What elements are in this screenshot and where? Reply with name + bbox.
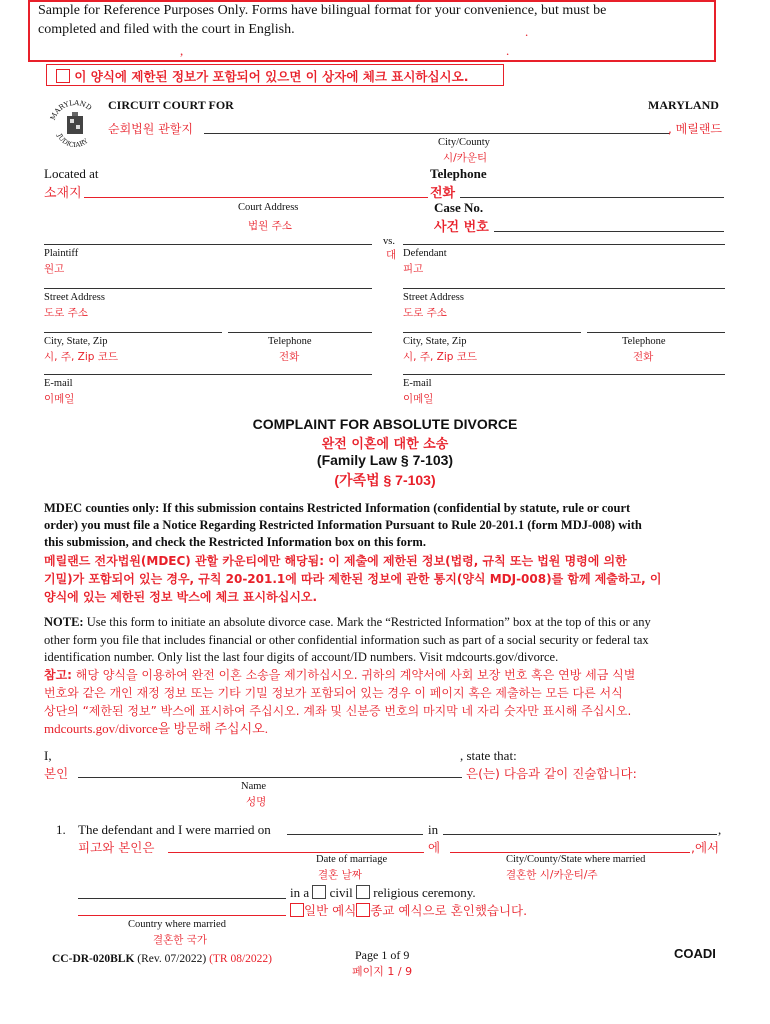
date-of-marriage-label-ko: 결혼 날짜 xyxy=(318,869,362,881)
telephone-label: Telephone xyxy=(430,166,487,181)
country-married-field[interactable] xyxy=(78,898,286,899)
defendant-city-label: City, State, Zip xyxy=(403,336,467,347)
in-a-label: in a xyxy=(290,885,310,900)
religious-label-ko: 종교 예식으로 혼인했습니다. xyxy=(370,903,528,918)
reference-banner xyxy=(28,0,716,62)
country-married-label-ko: 결혼한 국가 xyxy=(153,934,208,946)
plaintiff-city-label: City, State, Zip xyxy=(44,336,108,347)
note-en-3: identification number. Only list the last four digits of account/ID numbers. Visit mdcourts.gov/divorce. xyxy=(44,650,559,664)
name-label-ko: 성명 xyxy=(246,796,267,808)
state-that-label: , state that: xyxy=(460,748,517,763)
plaintiff-name-field[interactable] xyxy=(44,244,372,245)
form-id-line xyxy=(52,953,272,965)
plaintiff-email-field[interactable] xyxy=(44,374,372,375)
religious-checkbox-ko[interactable] xyxy=(356,903,370,917)
restricted-info-checkbox[interactable] xyxy=(56,69,70,83)
religious-label: religious ceremony. xyxy=(373,885,476,900)
plaintiff-street-label: Street Address xyxy=(44,292,105,303)
complainant-name-field[interactable] xyxy=(78,777,462,778)
mdec-en-3: this submission, and check the Restricted Information box on this form. xyxy=(44,535,426,549)
svg-text:JUDICIARY xyxy=(55,132,90,150)
mdec-en-2: order) you must file a Notice Regarding Restricted Information Pursuant to Rule 20-201.1 (form MDJ-008) with xyxy=(44,518,642,532)
item-1-comma: , xyxy=(718,822,722,837)
court-telephone-field[interactable] xyxy=(460,197,724,198)
defendant-email-label-ko: 이메일 xyxy=(403,393,434,405)
note-ko-1 xyxy=(44,666,635,683)
note-en-2: other form you file that includes financial or other confidential information such as part of a social security or federal tax xyxy=(44,633,649,647)
defendant-city-label-ko: 시, 주, Zip 코드 xyxy=(403,351,478,363)
seal-top-text: MARYLAND xyxy=(48,98,94,122)
plaintiff-email-label-ko: 이메일 xyxy=(44,393,75,405)
defendant-telephone-label: Telephone xyxy=(622,336,666,347)
note-ko-3: 상단의 “제한된 정보” 박스에 표시하여 주십시오. 계좌 및 신분증 번호의 마지막 네 자리 숫자만 표시해 주십시오. xyxy=(44,704,632,718)
note-ko-2: 번호와 같은 개인 재정 정보 또는 기타 기밀 정보가 포함되어 있는 경우 이 페이지 혹은 제출하는 모든 다른 서식 xyxy=(44,686,623,700)
name-label: Name xyxy=(241,781,267,792)
coadi-label: COADI xyxy=(674,946,716,961)
defendant-street-label-ko: 도로 주소 xyxy=(403,307,447,319)
plaintiff-telephone-label: Telephone xyxy=(268,336,312,347)
court-address-label-ko: 법원 주소 xyxy=(248,220,292,232)
banner-line-1: Sample for Reference Purposes Only. Forms have bilingual format for your convenience, but must be xyxy=(38,3,607,18)
item-1-text-ko: 피고와 본인은 xyxy=(78,840,155,855)
seal-bottom-text: JUDICIARY xyxy=(55,132,90,150)
located-at-label: Located at xyxy=(44,166,99,181)
note-ko-1-text: 해당 양식을 이용하여 완전 이혼 소송을 제기하십시오. 귀하의 계약서에 사회 보장 번호 혹은 연방 세금 식별 xyxy=(71,668,636,682)
plaintiff-city-label-ko: 시, 주, Zip 코드 xyxy=(44,351,119,363)
city-county-label: City/County xyxy=(438,137,490,148)
religious-checkbox[interactable] xyxy=(356,885,370,899)
case-number-field[interactable] xyxy=(494,231,724,232)
mdec-ko-3: 양식에 있는 제한된 정보 박스에 체크 표시하십시오. xyxy=(44,590,318,604)
note-label-ko: 참고: xyxy=(44,668,72,682)
defendant-email-label: E-mail xyxy=(403,378,432,389)
civil-checkbox[interactable] xyxy=(312,885,326,899)
place-married-label: City/County/State where married xyxy=(506,854,646,865)
note-ko-4: mdcourts.gov/divorce을 방문해 주십시오. xyxy=(44,721,268,736)
form-law-ref: (Family Law § 7-103) xyxy=(316,452,454,468)
item-1-in-ko: 에 xyxy=(428,840,441,855)
defendant-street-label: Street Address xyxy=(403,292,464,303)
plaintiff-label: Plaintiff xyxy=(44,248,79,259)
mdec-en-1: MDEC counties only: If this submission contains Restricted Information (confidential by statute, rule or court xyxy=(44,501,631,515)
note-en-1-text: Use this form to initiate an absolute divorce case. Mark the “Restricted Information” box at the top of this or any xyxy=(83,615,651,629)
case-no-label: Case No. xyxy=(434,200,484,215)
defendant-telephone-field[interactable] xyxy=(587,332,725,333)
note-en-1 xyxy=(44,615,651,630)
case-no-label-ko: 사건 번호 xyxy=(434,220,489,235)
defendant-email-field[interactable] xyxy=(403,374,725,375)
vs-label: vs. xyxy=(383,236,395,247)
ceremony-row xyxy=(290,885,476,901)
place-married-label-ko: 결혼한 시/카운티/주 xyxy=(506,869,598,881)
item-1-number: 1. xyxy=(56,822,66,837)
note-label: NOTE: xyxy=(44,615,84,629)
plaintiff-label-ko: 원고 xyxy=(44,263,65,275)
defendant-label: Defendant xyxy=(403,248,447,259)
banner-line-2: completed and filed with the court in English. xyxy=(38,22,295,37)
plaintiff-telephone-field[interactable] xyxy=(228,332,372,333)
state-that-label-ko: 은(는) 다음과 같이 진술합니다: xyxy=(466,766,637,781)
banner-dot-2: . xyxy=(506,43,510,58)
court-address-field[interactable] xyxy=(84,197,428,198)
page-number-ko: 페이지 1 / 9 xyxy=(352,965,413,978)
defendant-name-field[interactable] xyxy=(403,244,725,245)
restricted-info-row xyxy=(56,67,468,85)
country-married-field-ko[interactable] xyxy=(78,915,286,916)
form-title-ko: 완전 이혼에 대한 소송 xyxy=(321,437,449,452)
circuit-court-label: CIRCUIT COURT FOR xyxy=(108,98,234,112)
maryland-judiciary-seal xyxy=(48,98,102,152)
plaintiff-city-field[interactable] xyxy=(44,332,222,333)
form-tr: (TR 08/2022) xyxy=(209,953,272,965)
civil-label-ko: 일반 예식 xyxy=(304,903,357,918)
defendant-city-field[interactable] xyxy=(403,332,581,333)
court-city-county-field[interactable] xyxy=(204,133,670,134)
ceremony-row-ko xyxy=(290,901,527,919)
plaintiff-telephone-label-ko: 전화 xyxy=(279,351,300,363)
marriage-date-field-ko[interactable] xyxy=(168,852,424,853)
item-1-in: in xyxy=(428,822,439,837)
marriage-place-field-ko[interactable] xyxy=(450,852,690,853)
plaintiff-street-label-ko: 도로 주소 xyxy=(44,307,88,319)
restricted-info-label: 이 양식에 제한된 정보가 포함되어 있으면 이 상자에 체크 표시하십시오. xyxy=(74,69,469,84)
form-rev: (Rev. 07/2022) xyxy=(134,953,210,965)
item-1-text: The defendant and I were married on xyxy=(78,822,271,837)
circuit-court-label-ko: 순회법원 관할지 xyxy=(108,122,193,136)
state-label: MARYLAND xyxy=(648,98,719,112)
defendant-street-field[interactable] xyxy=(403,288,725,289)
marriage-place-field[interactable] xyxy=(443,834,717,835)
defendant-label-ko: 피고 xyxy=(403,263,424,275)
plaintiff-street-field[interactable] xyxy=(44,288,372,289)
page-number: Page 1 of 9 xyxy=(355,948,410,962)
court-address-label: Court Address xyxy=(238,202,299,213)
vs-label-ko: 대 xyxy=(386,249,397,261)
telephone-label-ko: 전화 xyxy=(430,186,456,201)
i-label: I, xyxy=(44,748,52,763)
marriage-date-field[interactable] xyxy=(287,834,423,835)
i-label-ko: 본인 xyxy=(44,766,69,781)
defendant-telephone-label-ko: 전화 xyxy=(633,351,654,363)
plaintiff-email-label: E-mail xyxy=(44,378,73,389)
civil-checkbox-ko[interactable] xyxy=(290,903,304,917)
date-of-marriage-label: Date of marriage xyxy=(316,854,388,865)
state-label-ko: , 메릴랜드 xyxy=(668,122,722,136)
form-law-ref-ko: (가족법 § 7-103) xyxy=(334,472,436,488)
civil-label: civil xyxy=(329,885,353,900)
form-title: COMPLAINT FOR ABSOLUTE DIVORCE xyxy=(252,416,518,432)
mdec-ko-2: 기밀)가 포함되어 있는 경우, 규칙 20-201.1에 따라 제한된 정보에 관한 통지(양식 MDJ-008)를 함께 제출하고, 이 xyxy=(44,572,662,586)
located-at-label-ko: 소재지 xyxy=(44,186,82,201)
banner-comma: , xyxy=(180,43,184,58)
city-county-label-ko: 시/카운티 xyxy=(443,152,488,164)
item-1-comma-ko: ,에서 xyxy=(691,840,720,855)
banner-dot: . xyxy=(525,24,529,39)
country-married-label: Country where married xyxy=(128,919,226,930)
form-id: CC-DR-020BLK xyxy=(52,953,135,965)
mdec-ko-1: 메릴랜드 전자법원(MDEC) 관할 카운티에만 해당됨: 이 제출에 제한된 정보(법령, 규칙 또는 법원 명령에 의한 xyxy=(44,554,627,568)
